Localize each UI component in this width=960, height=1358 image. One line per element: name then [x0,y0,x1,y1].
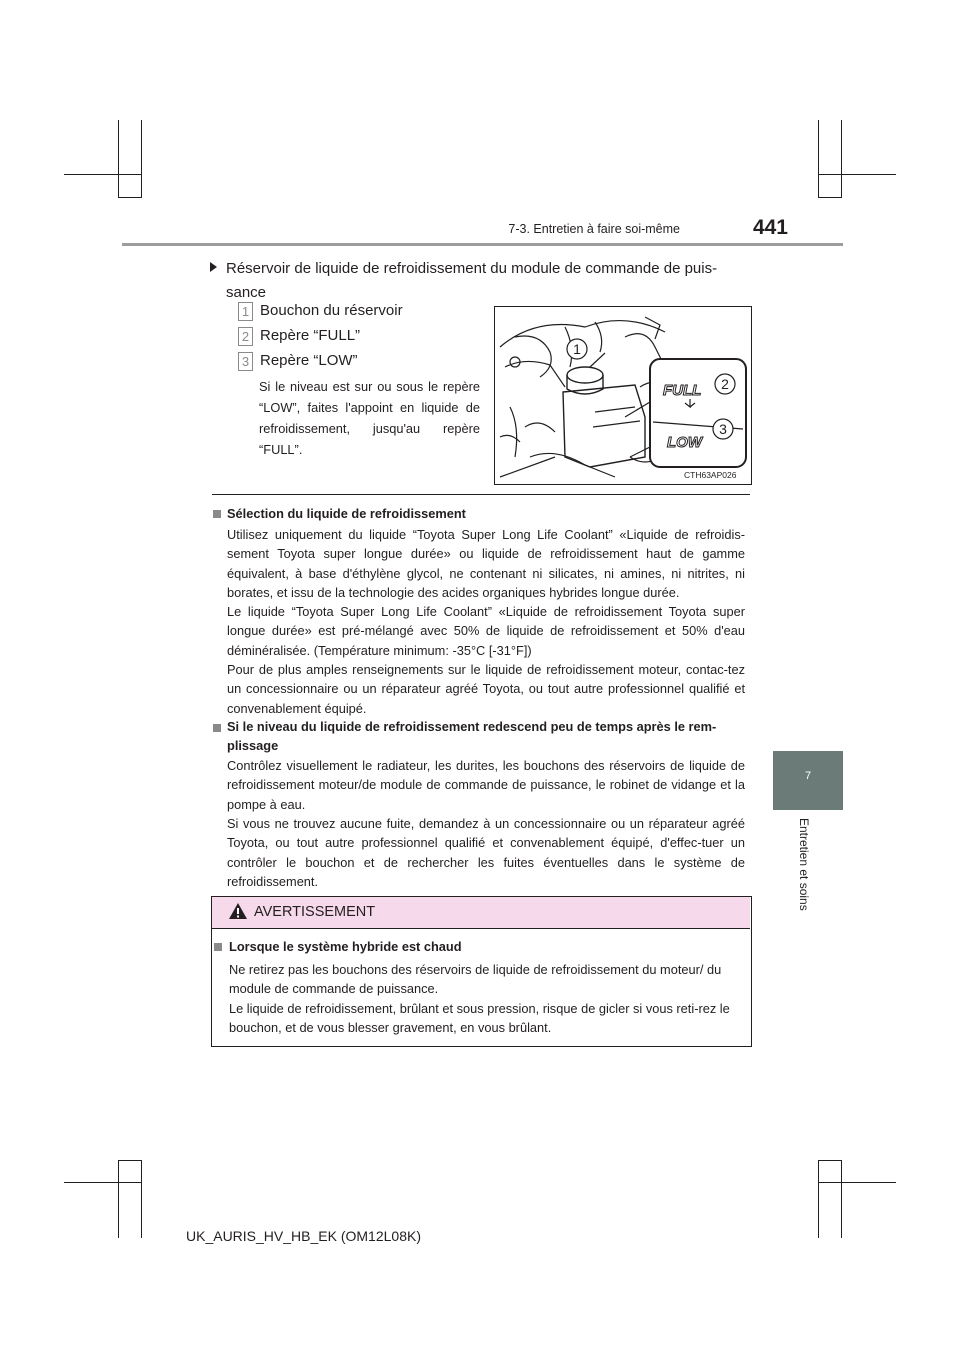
svg-text:3: 3 [719,421,727,437]
warning-text: Ne retirez pas les bouchons des réservoirs de liquide de refroidissement du moteur/ du module de commande de puissance. [229,962,722,997]
crop-mark [818,1182,896,1183]
low-mark: LOW [667,434,702,451]
paragraph: Pour de plus amples renseignements sur le liquide de refroidissement moteur, contac-tez un concessionnaire ou un réparateur agréé Toyota, ou tout autre professionnel qualifié et convenablement équipé. [227,662,745,716]
paragraph: Contrôlez visuellement le radiateur, les durites, les bouchons des réservoirs de liquide de refroidissement moteur/de module de commande de puissance, le robinet de vidange et la pompe à eau. [227,758,745,812]
crop-mark [818,1160,841,1161]
crop-mark [818,1160,819,1238]
warning-title: AVERTISSEMENT [254,904,376,920]
crop-mark [64,174,141,175]
header-rule [122,243,843,246]
crop-mark [818,197,841,198]
reservoir-illustration [494,306,752,485]
item-label: Bouchon du réservoir [260,302,403,319]
level-note: Si le niveau est sur ou sous le repère “LOW”, faites l'appoint en liquide de refroidissement, jusqu'au repère “FULL”. [259,379,480,457]
square-bullet-icon [214,943,222,951]
paragraph: Si vous ne trouvez aucune fuite, demandez à un concessionnaire ou un réparateur agréé Toyota, ou tout autre professionnel qualifié et convenablement équipé, d'effec-tuer un contrôler le bouchon et de rechercher les fuites éventuelles dans le système de refroidissement. [227,816,745,889]
warning-text: Le liquide de refroidissement, brûlant et sous pression, risque de gicler si vous reti-rez le bouchon, et de vous blesser gravement, en vous brûlant. [229,1001,730,1036]
section-title: 7-3. Entretien à faire soi-même [508,222,680,236]
figure-code: CTH63AP026 [684,470,737,480]
square-bullet-icon [213,724,221,732]
crop-mark [118,1160,119,1238]
callout-number: 1 [238,302,253,321]
bullet-arrow-icon [210,262,217,272]
engine-bay-drawing [495,307,751,484]
crop-mark [118,1160,141,1161]
callout-number: 2 [238,327,253,346]
warning-triangle-icon [228,902,248,920]
section-heading: Si le niveau du liquide de refroidissement redescend peu de temps après le rem-plissage [227,719,717,753]
chapter-number: 7 [804,770,812,782]
square-bullet-icon [213,510,221,518]
item-label: Repère “FULL” [260,327,361,344]
crop-mark [818,120,819,198]
crop-mark [64,1182,141,1183]
document-code: UK_AURIS_HV_HB_EK (OM12L08K) [186,1228,421,1244]
crop-mark [141,120,142,198]
crop-mark [841,1160,842,1238]
crop-mark [118,120,119,198]
page-number: 441 [752,216,788,239]
crop-mark [818,174,896,175]
section-heading: Sélection du liquide de refroidissement [227,506,466,521]
chapter-label: Entretien et soins [797,818,811,911]
item-label: Repère “LOW” [260,352,358,369]
crop-mark [841,120,842,198]
warning-subtitle: Lorsque le système hybride est chaud [229,939,462,954]
paragraph: Le liquide “Toyota Super Long Life Coolant” «Liquide de refroidissement Toyota super longue durée» est pré-mélangé avec 50% de liquide de refroidissement et 50% d'eau déminéralisée. (Température minimum: -35°C [-31°F]) [227,604,745,658]
svg-text:2: 2 [721,376,729,392]
paragraph: Utilisez uniquement du liquide “Toyota Super Long Life Coolant” «Liquide de refroidis-sement Toyota super longue durée» ou liquide de refroidissement haut de gamme équivalent, à base d'éthylène glycol, ne contenant ni silicates, ni amines, ni nitrites, ni borates, et issu de la technologie des acides organiques hybrides longue durée. [227,527,745,600]
divider [212,494,750,495]
intro-heading: Réservoir de liquide de refroidissement du module de commande de puis-sance [226,260,718,301]
callout-number: 3 [238,352,253,371]
full-mark: FULL [663,382,702,399]
crop-mark [118,197,141,198]
crop-mark [141,1160,142,1238]
svg-text:1: 1 [573,341,581,357]
